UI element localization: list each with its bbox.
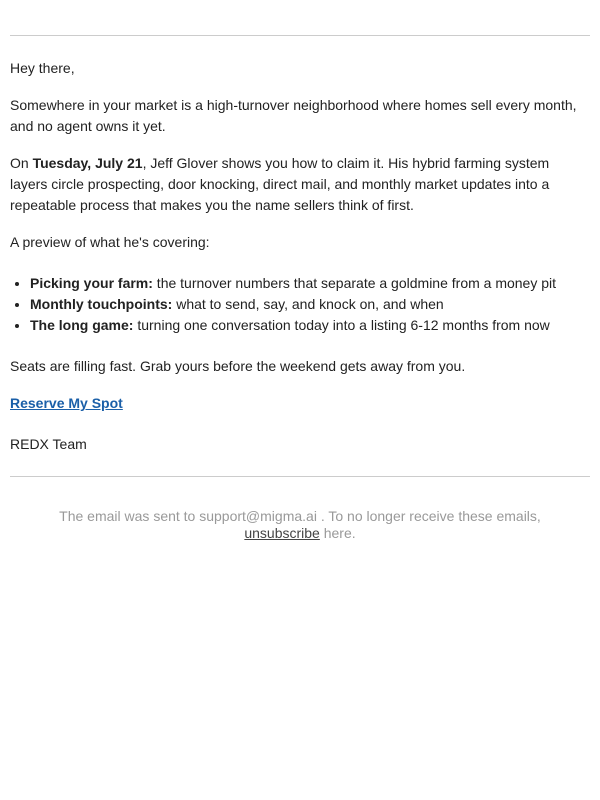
cta-container <box>10 393 590 414</box>
unsubscribe-link[interactable]: unsubscribe <box>244 525 320 541</box>
preview-intro: A preview of what he's covering: <box>10 234 210 250</box>
footer-unsubscribe-line <box>10 525 590 542</box>
list-item <box>30 315 590 336</box>
list-item-title: The long game: <box>30 317 134 333</box>
closing-paragraph: Seats are filling fast. Grab yours before the weekend gets away from you. <box>10 358 466 374</box>
reserve-spot-link[interactable]: Reserve My Spot <box>10 395 123 411</box>
footer <box>10 508 590 542</box>
footer-notice: The email was sent to support@migma.ai . To no longer receive these emails, <box>59 508 541 524</box>
top-divider <box>10 35 590 36</box>
list-item-text: what to send, say, and knock on, and when <box>172 296 444 312</box>
signature: REDX Team <box>10 436 87 452</box>
footer-after: here. <box>319 525 356 541</box>
list-item-text: turning one conversation today into a listing 6-12 months from now <box>133 317 550 333</box>
event-prefix: On <box>10 155 33 171</box>
list-item <box>30 294 590 315</box>
event-date: Tuesday, July 21 <box>32 155 143 171</box>
greeting: Hey there, <box>10 60 75 76</box>
intro-paragraph: Somewhere in your market is a high-turnover neighborhood where homes sell every month, and no agent owns it yet. <box>10 97 577 134</box>
list-item-title: Monthly touchpoints: <box>30 296 173 312</box>
list-item-title: Picking your farm: <box>30 275 153 291</box>
email-body <box>10 35 590 542</box>
event-paragraph <box>10 153 590 216</box>
bottom-divider <box>10 476 590 477</box>
topic-list <box>10 273 590 336</box>
list-item-text: the turnover numbers that separate a goldmine from a money pit <box>152 275 557 291</box>
list-item <box>30 273 590 294</box>
event-details: , Jeff Glover shows you how to claim it. His hybrid farming system layers circle prospecting, door knocking, direct mail, and monthly market updates into a repeatable process that makes you the name sellers think of first. <box>10 155 550 213</box>
